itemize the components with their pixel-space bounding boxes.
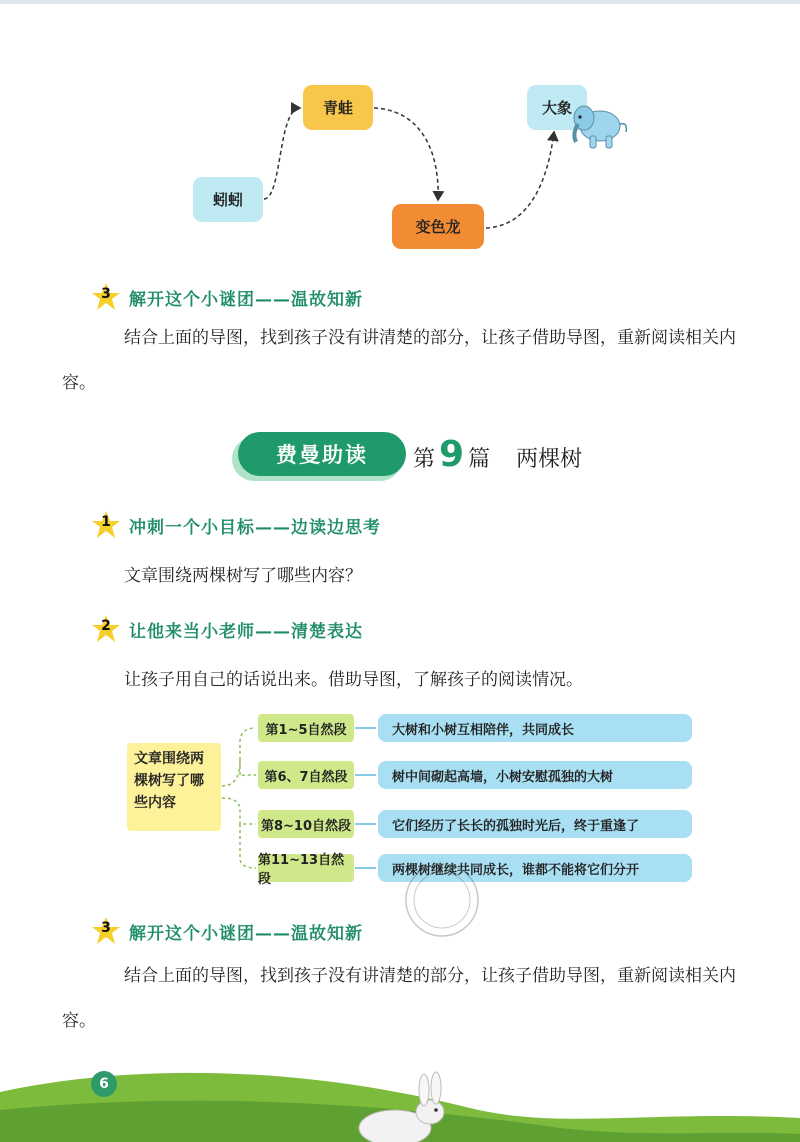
chapter-title: 两棵树	[516, 447, 583, 472]
section-text: 结合上面的导图，找到孩子没有讲清楚的部分，让孩子借助导图，重新阅读相关内容。	[62, 328, 736, 393]
page-number: 6	[91, 1071, 117, 1097]
paragraph-range-box: 第8~10自然段	[258, 810, 354, 838]
summary-box: 它们经历了长长的孤独时光后，终于重逢了	[378, 810, 692, 838]
paragraph-range-box: 第11~13自然段	[258, 854, 354, 882]
node-earthworm: 蚓蚓	[193, 177, 263, 222]
chapter-number: 9	[439, 434, 465, 475]
section-text: 让孩子用自己的话说出来。借助导图，了解孩子的阅读情况。	[124, 670, 583, 690]
section-title: 冲刺一个小目标——边读边思考	[129, 517, 381, 538]
node-frog: 青蛙	[303, 85, 373, 130]
node-elephant: 大象	[527, 85, 587, 130]
section-title: 解开这个小谜团——温故知新	[129, 923, 363, 944]
chapter-prefix: 第	[413, 447, 436, 472]
section-title: 解开这个小谜团——温故知新	[129, 289, 363, 310]
summary-box: 树中间砌起高墙，小树安慰孤独的大树	[378, 761, 692, 789]
paragraph-range-box: 第1~5自然段	[258, 714, 354, 742]
section-number: 3	[101, 920, 111, 936]
summary-box: 两棵树继续共同成长，谁都不能将它们分开	[378, 854, 692, 882]
section-title: 让他来当小老师——清楚表达	[129, 621, 363, 642]
section-number: 3	[101, 286, 111, 302]
section-text: 文章围绕两棵树写了哪些内容？	[124, 566, 362, 586]
section-number: 2	[101, 618, 111, 634]
chapter-suffix: 篇	[468, 447, 491, 472]
summary-box: 大树和小树互相陪伴，共同成长	[378, 714, 692, 742]
banner-label: 费曼助读	[238, 432, 406, 476]
section-text: 结合上面的导图，找到孩子没有讲清楚的部分，让孩子借助导图，重新阅读相关内容。	[62, 966, 736, 1031]
section-number: 1	[101, 514, 111, 530]
node-chameleon: 变色龙	[392, 204, 484, 249]
paragraph-range-box: 第6、7自然段	[258, 761, 354, 789]
mind-map-root: 文章围绕两棵树写了哪些内容	[127, 743, 221, 831]
